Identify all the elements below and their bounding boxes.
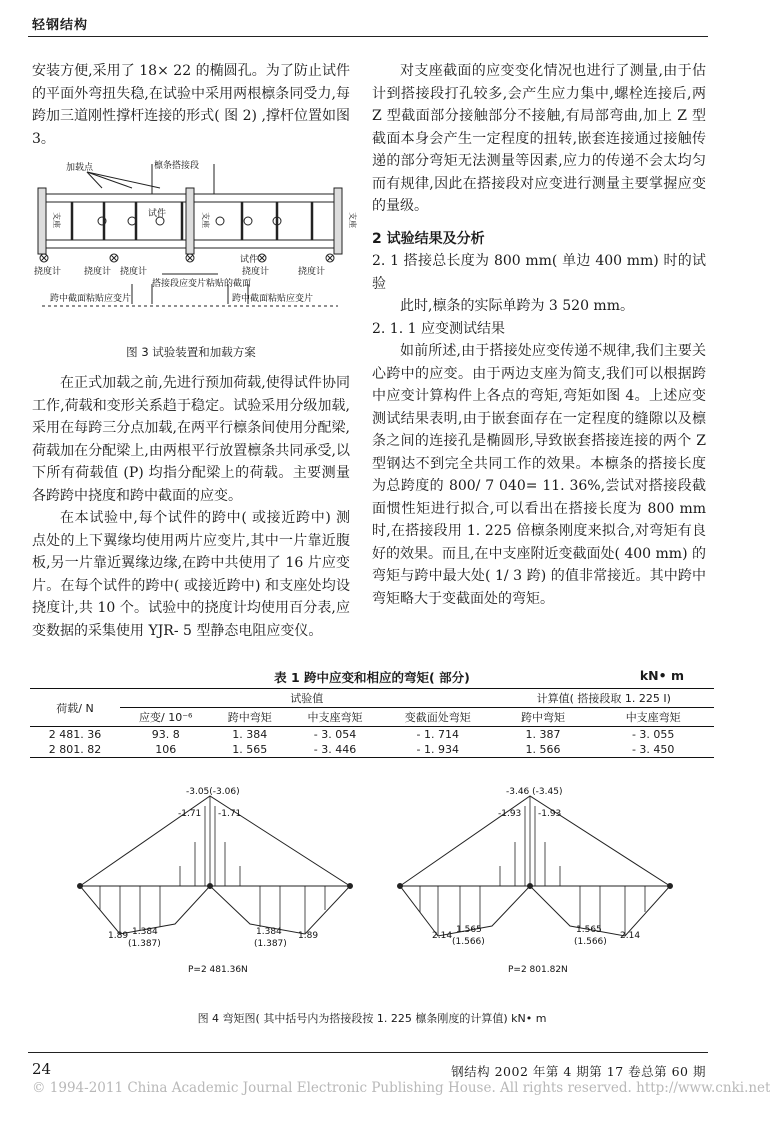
paragraph: 如前所述,由于搭接处应变传递不规律,我们主要关心跨中的应变。由于两边支座为简支,我们可以根据跨中应变计算构件上各点的弯矩,弯矩如图 4。上述应变测试结果表明,由于嵌套面存在一定程度的缝隙以及檩条之间的连接孔是椭圆形,导致嵌套搭接连接的两个 Z 型钢达不到完全共同工作的效果。本檩条的搭接长度为总跨度的 800/ 7 040= 11. 36%,尝试对搭接段截面惯性矩进行拟合,可以看出在搭接长度为 800 mm 时,在搭接段用 1. 225 倍檩条刚度来拟合,对弯矩有良好的效果。而且,在中支座附近变截面处( 400 mm) 的弯矩与跨中最大处( 1/ 3 跨) 的值非常接近。其中跨中弯矩略大于变截面处的弯矩。 bbox=[372, 343, 706, 607]
moment-label: 2.14 bbox=[620, 931, 641, 941]
paragraph: 此时,檩条的实际单跨为 3 520 mm。 bbox=[400, 298, 634, 314]
col-header: 中支座弯矩 bbox=[625, 711, 681, 724]
support-mid bbox=[186, 188, 194, 254]
page-number: 24 bbox=[32, 1060, 52, 1078]
col-header: 变截面处弯矩 bbox=[404, 711, 471, 724]
label-deflection: 挠度计 bbox=[242, 267, 270, 277]
label-specimen: 试件 bbox=[148, 209, 167, 219]
label-mid-gauge-right: 跨中截面粘贴应变片 bbox=[232, 294, 314, 304]
cell: 1. 387 bbox=[525, 728, 561, 741]
table-body bbox=[30, 688, 714, 758]
label-lap-section-gauge: 搭接段应变片粘贴的截面 bbox=[152, 279, 252, 289]
table-row bbox=[30, 727, 714, 743]
label-deflection: 挠度计 bbox=[298, 267, 326, 277]
figure-4-moment-diagram bbox=[60, 786, 700, 986]
label-deflection: 挠度计 bbox=[84, 267, 112, 277]
moment-label: -1.71 bbox=[178, 809, 202, 819]
moment-label: 2.14 bbox=[432, 931, 453, 941]
paragraph: 安装方便,采用了 18× 22 的椭圆孔。为了防止试件的平面外弯扭失稳,在试验中采用两根檩条同受力,每跨加三道刚性撑杆连接的形式( 图 2) ,撑杆位置如图 3。 bbox=[32, 63, 350, 147]
label-deflection: 挠度计 bbox=[34, 267, 62, 277]
moment-label: -1.93 bbox=[498, 809, 522, 819]
label-support: 支座 bbox=[348, 212, 357, 228]
paragraph: 在正式加载之前,先进行预加荷载,使得试件协同工作,荷载和变形关系趋于稳定。试验采用分级加载,采用在每跨三分点加载,在两平行檩条间使用分配梁,荷载加在分配梁上,由两根平行放置檩条共同承受,以下所有荷载值 (P) 均指分配梁上的荷载。主要测量各跨跨中挠度和跨中截面的应变。 bbox=[32, 375, 350, 504]
col-header: 跨中弯矩 bbox=[520, 711, 565, 724]
cell: - 1. 934 bbox=[416, 743, 459, 756]
moment-label: 1.89 bbox=[108, 931, 129, 941]
label-mid-gauge-left: 跨中截面粘贴应变片 bbox=[50, 294, 132, 304]
label-support: 支座 bbox=[52, 212, 61, 228]
moment-diagram-left bbox=[78, 796, 353, 934]
cell: 93. 8 bbox=[151, 728, 180, 741]
label-support: 支座 bbox=[201, 212, 210, 228]
load-label: P=2 481.36N bbox=[188, 965, 248, 975]
deflection-gauges bbox=[40, 254, 334, 262]
moment-label: 1.89 bbox=[298, 931, 319, 941]
table-unit: kN• m bbox=[639, 668, 684, 683]
col-header: 应变/ 10⁻⁶ bbox=[139, 711, 193, 724]
cell: 2 481. 36 bbox=[48, 728, 102, 741]
header-rule bbox=[28, 36, 708, 37]
left-column-top bbox=[32, 60, 350, 150]
figure-4-caption: 图 4 弯矩图( 其中括号内为搭接段按 1. 225 檩条刚度的计算值) kN• m bbox=[197, 1012, 547, 1025]
moment-label: 1.384 bbox=[256, 927, 282, 937]
cell: 1. 566 bbox=[525, 743, 561, 756]
label-deflection: 挠度计 bbox=[120, 267, 148, 277]
moment-label: (1.566) bbox=[452, 937, 485, 947]
moment-label: 1.384 bbox=[132, 927, 158, 937]
section-heading-2-1: 2. 1 搭接总长度为 800 mm( 单边 400 mm) 时的试验 bbox=[372, 253, 706, 292]
section-heading-2: 2 试验结果及分析 bbox=[372, 230, 485, 247]
moment-label: -3.46 (-3.45) bbox=[506, 787, 563, 797]
col-header: 跨中弯矩 bbox=[227, 711, 272, 724]
right-column bbox=[372, 60, 706, 610]
figure-3-test-setup bbox=[32, 158, 357, 328]
label-specimen-2: 试件 bbox=[240, 255, 259, 265]
moment-diagram-right bbox=[398, 796, 673, 936]
paragraph: 在本试验中,每个试件的跨中( 或接近跨中) 测点处的上下翼缘均使用两片应变片,其中一片靠近腹板,另一片靠近翼缘边缘,在跨中共使用了 16 片应变片。在每个试件的跨中( 或接近跨中) 和支座处均设挠度计,共 10 个。试验中的挠度计均使用百分表,应变数据的采集使用 YJR- 5 型静态电阻应变仪。 bbox=[32, 510, 350, 639]
cell: - 3. 446 bbox=[313, 743, 357, 756]
moment-label: 1.565 bbox=[456, 925, 482, 935]
cell: 2 801. 82 bbox=[48, 743, 102, 756]
running-header: 轻钢结构 bbox=[32, 18, 89, 33]
table-1 bbox=[30, 668, 714, 758]
label-loading-point: 加载点 bbox=[66, 163, 94, 173]
cell: 106 bbox=[155, 743, 177, 756]
cell: 1. 384 bbox=[232, 728, 268, 741]
copyright-notice: © 1994-2011 China Academic Journal Electronic Publishing House. All rights reserved. http://www.cnki.net bbox=[32, 1080, 770, 1096]
figure-3-caption: 图 3 试验装置和加载方案 bbox=[126, 345, 256, 359]
table-row bbox=[30, 742, 714, 758]
moment-label: 1.565 bbox=[576, 925, 602, 935]
table-title-text: 表 1 跨中应变和相应的弯矩( 部分) bbox=[274, 670, 470, 685]
moment-label: (1.387) bbox=[254, 939, 287, 949]
cell: 1. 565 bbox=[232, 743, 268, 756]
moment-label: -1.71 bbox=[218, 809, 242, 819]
paragraph: 对支座截面的应变变化情况也进行了测量,由于估计到搭接段打孔较多,会产生应力集中,螺栓连接后,两 Z 型截面部分接触部分不接触,有局部弯曲,加上 Z 型截面本身会产生一定程度的扭转,嵌套连接通过接触传递的部分弯矩无法测量等因素,应力的传递不会太均匀而有规律,因此在搭接段对应变进行测量主要掌握应变的量级。 bbox=[372, 63, 706, 214]
section-heading-2-1-1: 2. 1. 1 应变测试结果 bbox=[372, 320, 505, 337]
label-lap-segment: 檩条搭接段 bbox=[154, 161, 200, 171]
moment-label: -1.93 bbox=[538, 809, 562, 819]
col-header-load: 荷载/ N bbox=[30, 689, 120, 727]
cell: - 3. 450 bbox=[631, 743, 675, 756]
group-header-test: 试验值 bbox=[120, 689, 494, 708]
footer-rule bbox=[28, 1052, 708, 1053]
moment-label: (1.387) bbox=[128, 939, 161, 949]
moment-label: (1.566) bbox=[574, 937, 607, 947]
cell: - 3. 055 bbox=[631, 728, 675, 741]
support-left bbox=[38, 188, 46, 254]
col-header: 中支座弯矩 bbox=[307, 711, 363, 724]
load-label: P=2 801.82N bbox=[508, 965, 568, 975]
journal-info: 钢结构 2002 年第 4 期第 17 卷总第 60 期 bbox=[451, 1064, 706, 1079]
group-header-calc: 计算值( 搭接段取 1. 225 I) bbox=[494, 689, 714, 708]
support-right bbox=[334, 188, 342, 254]
table-title bbox=[30, 668, 714, 688]
left-column-lower bbox=[32, 372, 350, 642]
cell: - 3. 054 bbox=[313, 728, 357, 741]
cell: - 1. 714 bbox=[416, 728, 459, 741]
moment-label: -3.05(-3.06) bbox=[186, 787, 240, 797]
